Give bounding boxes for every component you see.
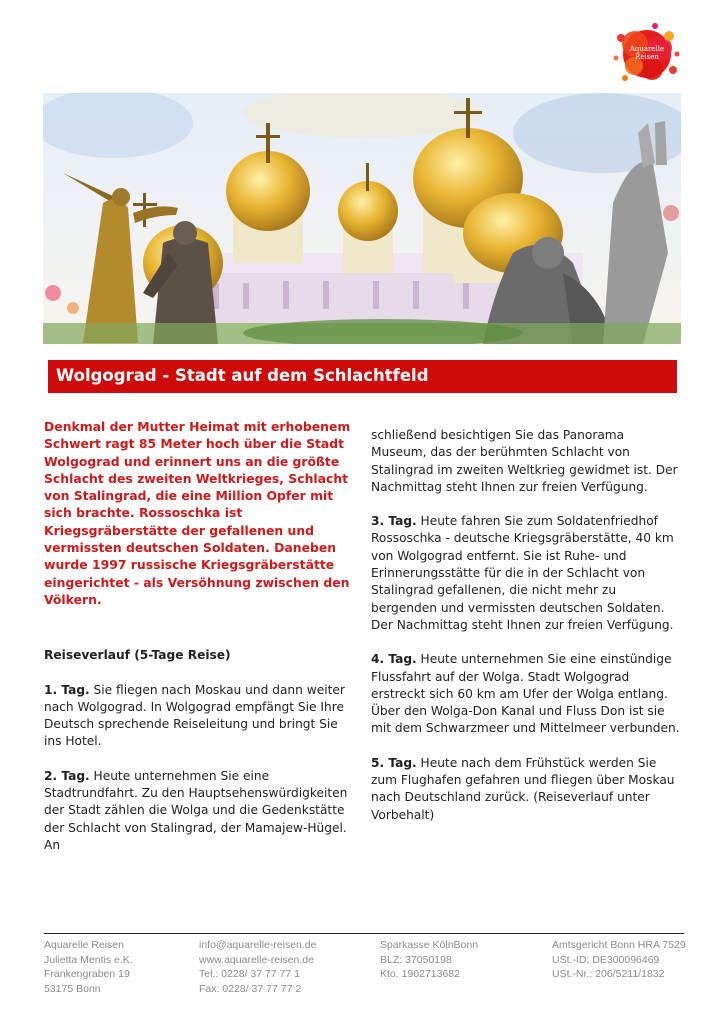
day-2-label: 2. Tag. xyxy=(44,768,90,783)
intro-paragraph: Denkmal der Mutter Heimat mit erhobenem Schwert ragt 85 Meter hoch über die Stadt Wolgograd und erinnert uns an die größte Schlacht des zweiten Weltkrieges, Schlacht von Stalingrad, die eine Million Opfer mit sich brachte. Rossoschka ist Kriegsgräberstätte der gefallenen und vermissten deutschen Soldaten. Daneben wurde 1997 russische Kriegsgräberstätte eingerichtet - als Versöhnung zwischen den Völkern. xyxy=(44,419,351,607)
footer-bank-name: Sparkasse KölnBonn xyxy=(380,939,479,951)
logo-line-1: Aquarelle xyxy=(629,45,665,53)
footer-vat-id: USt.-ID: DE300096469 xyxy=(552,953,660,966)
day-1-paragraph xyxy=(44,682,354,751)
day-3-paragraph xyxy=(371,513,683,634)
day-4-label: 4. Tag. xyxy=(371,652,417,667)
footer-tax-number: USt.-Nr.: 206/5211/1832 xyxy=(552,968,665,981)
footer-fax: Fax: 0228/ 37 77 77 2 xyxy=(199,982,302,995)
footer-street: Frankengraben 19 xyxy=(44,968,130,981)
day-3-label: 3. Tag. xyxy=(371,514,417,529)
footer-city: 53175 Bonn xyxy=(44,982,101,995)
day-1-text: Sie fliegen nach Moskau und dann weiter nach Wolgograd. In Wolgograd empfängt Sie Ihre Deutsch sprechende Reiseleitung und bringt Sie ins Hotel. xyxy=(44,682,345,749)
logo-text xyxy=(607,45,687,61)
day-2-continued-text: schließend besichtigen Sie das Panorama Museum, das der berühmten Schlacht von Stalingrad im zweiten Weltkrieg gewidmet ist. Der Nachmittag steht Ihnen zur freien Verfügung. xyxy=(371,428,678,494)
footer-phone: Tel.: 0228/ 37 77 77 1 xyxy=(199,968,300,981)
logo-line-2: Reisen xyxy=(635,53,659,61)
day-2-text: Heute unternehmen Sie eine Stadtrundfahrt. Zu den Hauptsehenswürdigkeiten der Stadt zählen die Wolga und die Gedenkstätte der Schlacht von Stalingrad, der Mamajew-Hügel. An xyxy=(44,768,348,852)
day-3-text: Heute fahren Sie zum Soldatenfriedhof Rossoschka - deutsche Kriegsgräberstätte, 40 km von Wolgograd entfernt. Sie ist Ruhe- und Erinnerungsstätte für die in der Schlacht von Stalingrad gefallenen, die nicht mehr zu bergenden und vermissten deutschen Soldaten. Der Nachmittag steht Ihnen zur freien Verfügung. xyxy=(371,514,674,632)
right-column xyxy=(371,427,683,841)
footer-court: Amtsgericht Bonn HRA 7529 xyxy=(552,939,686,951)
left-column xyxy=(44,418,354,871)
footer-registry xyxy=(552,938,686,982)
title-banner xyxy=(48,360,677,393)
aquarelle-reisen-logo xyxy=(607,14,687,94)
page-title: Wolgograd - Stadt auf dem Schlachtfeld xyxy=(56,366,429,385)
footer-email-link[interactable]: info@aquarelle-reisen.de xyxy=(199,939,317,951)
day-2-continued-paragraph xyxy=(371,427,683,496)
day-5-text: Heute nach dem Frühstück werden Sie zum Flughafen gefahren und fliegen über Moskau nach Deutschland zurück. (Reiseverlauf unter Vorbehalt) xyxy=(371,755,675,822)
footer-divider xyxy=(44,933,684,934)
footer-owner: Julietta Mentis e.K. xyxy=(44,953,133,966)
day-5-paragraph xyxy=(371,755,683,824)
footer-account: Kto. 1902713682 xyxy=(380,968,460,981)
footer-website-link[interactable]: www.aquarelle-reisen.de xyxy=(199,953,314,966)
hero-watercolor-image xyxy=(43,93,681,344)
footer-contact xyxy=(199,938,316,996)
footer-company: Aquarelle Reisen xyxy=(44,939,124,951)
day-4-text: Heute unternehmen Sie eine einstündige Flussfahrt auf der Wolga. Stadt Wolgograd erstreckt sich 60 km am Ufer der Wolga entlang. Über den Wolga-Don Kanal und Fluss Don ist sie mit dem Schwarzmeer und Mittelmeer verbunden. xyxy=(371,652,680,736)
day-4-paragraph xyxy=(371,651,683,737)
day-5-label: 5. Tag. xyxy=(371,755,417,770)
footer-address xyxy=(44,938,133,996)
footer-blz: BLZ: 37050198 xyxy=(380,953,452,966)
footer-bank xyxy=(380,938,478,982)
volgograd-watercolor-illustration xyxy=(43,93,681,344)
day-1-label: 1. Tag. xyxy=(44,682,90,697)
itinerary-heading: Reiseverlauf (5-Tage Reise) xyxy=(44,648,231,663)
day-2-paragraph xyxy=(44,768,354,854)
